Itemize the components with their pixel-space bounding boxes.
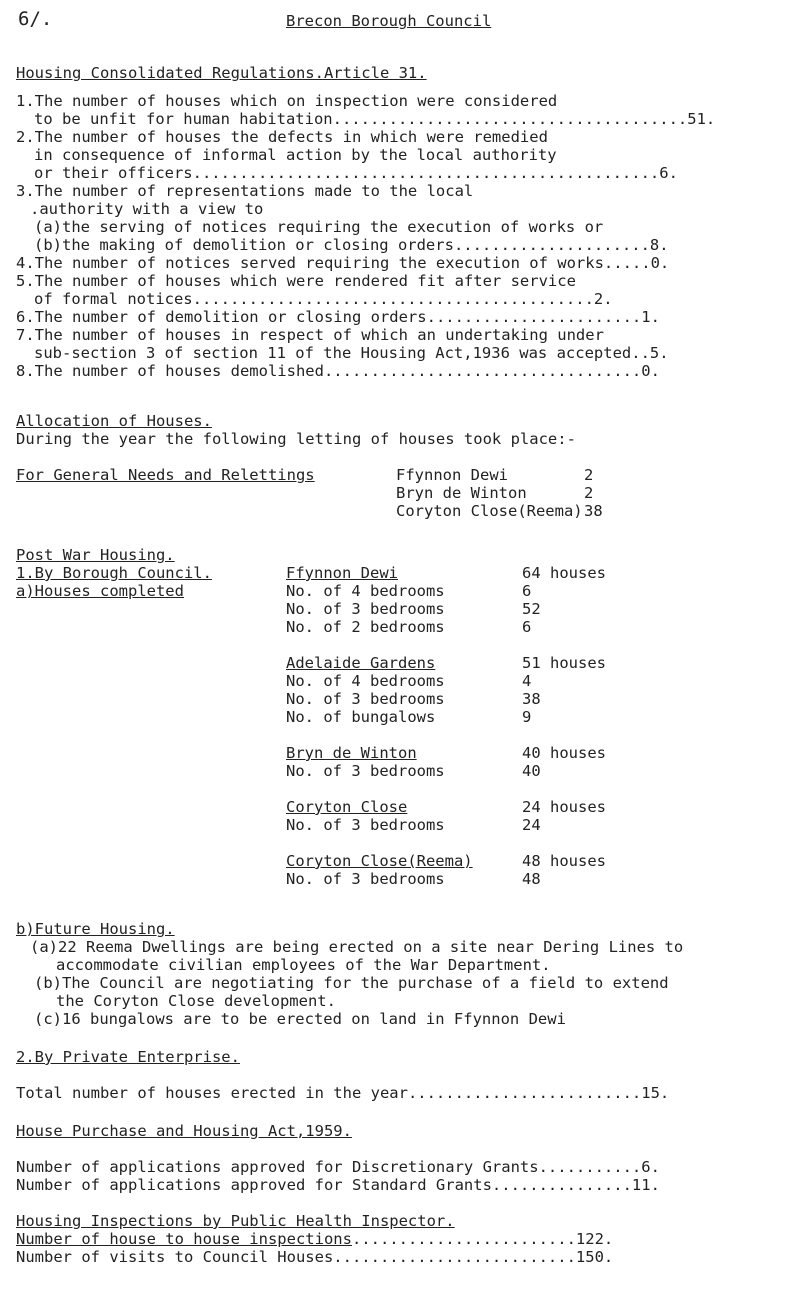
inspections-title: Housing Inspections by Public Health Inspector.	[16, 1212, 455, 1230]
item-3-value: 8.	[649, 236, 669, 254]
estate-row-label: No. of 4 bedrooms	[286, 672, 445, 690]
letting-count-1: 2	[584, 466, 594, 484]
inspections-row-house-to-house: Number of house to house inspections........................122.	[16, 1230, 614, 1248]
letting-place-2: Bryn de Winton	[396, 484, 527, 502]
purchase-row-standard: Number of applications approved for Standard Grants...............11.	[16, 1176, 660, 1194]
estate-row-label: No. of 3 bedrooms	[286, 816, 445, 834]
private-total: Total number of houses erected in the year.........................15.	[16, 1084, 670, 1102]
item-7-text: 7.The number of houses in respect of which an undertaking under	[16, 326, 604, 344]
letting-place-3: Coryton Close(Reema)	[396, 502, 583, 520]
future-housing-title: b)Future Housing.	[16, 920, 175, 938]
inspections-value: 150.	[575, 1248, 614, 1266]
estate-total-adelaide-gardens: 51 houses	[522, 654, 606, 672]
council-title: Brecon Borough Council	[286, 12, 492, 30]
item-2-text: 2.The number of houses the defects in which were remedied	[16, 128, 548, 146]
item-4-value: 0.	[650, 254, 670, 272]
future-line-b: (b)The Council are negotiating for the purchase of a field to extend	[34, 974, 669, 992]
letting-count-3: 38	[584, 502, 603, 520]
estate-name-coryton-close: Coryton Close	[286, 798, 408, 816]
item-4-text: 4.The number of notices served requiring the execution of works.....0.	[16, 254, 670, 272]
estate-row-label: No. of 3 bedrooms	[286, 762, 445, 780]
estate-row-value: 6	[522, 582, 532, 600]
item-6-value: 1.	[641, 308, 660, 326]
item-7-value: 5.	[649, 344, 669, 362]
item-8-value: 0.	[641, 362, 660, 380]
estate-total-ffynnon-dewi: 64 houses	[522, 564, 606, 582]
item-1-text: 1.The number of houses which on inspection were considered	[16, 92, 558, 110]
letting-place-1: Ffynnon Dewi	[396, 466, 508, 484]
estate-total-bryn-de-winton: 40 houses	[522, 744, 606, 762]
estate-name-adelaide-gardens: Adelaide Gardens	[286, 654, 436, 672]
item-1-value: 51.	[687, 110, 716, 128]
estate-row-value: 40	[522, 762, 541, 780]
estate-row-value: 48	[522, 870, 541, 888]
estate-name-bryn-de-winton: Bryn de Winton	[286, 744, 417, 762]
post-war-sub2: a)Houses completed	[16, 582, 184, 600]
item-1-cont: to be unfit for human habitation......................................51.	[34, 110, 716, 128]
purchase-row-discretionary: Number of applications approved for Discretionary Grants...........6.	[16, 1158, 660, 1176]
item-7-cont: sub-section 3 of section 11 of the Housing Act,1936 was accepted..5.	[34, 344, 669, 362]
letting-count-2: 2	[584, 484, 594, 502]
purchase-value: 6.	[641, 1158, 660, 1176]
item-2-cont: in consequence of informal action by the local authority	[34, 146, 557, 164]
inspections-value: 122.	[575, 1230, 614, 1248]
allocation-subtitle: During the year the following letting of houses took place:-	[16, 430, 576, 448]
allocation-title: Allocation of Houses.	[16, 412, 212, 430]
estate-row-value: 4	[522, 672, 532, 690]
item-2-value: 6.	[659, 164, 678, 182]
item-5-text: 5.The number of houses which were rendered fit after service	[16, 272, 576, 290]
item-5-value: 2.	[593, 290, 613, 308]
item-2-cont2: or their officers..................................................6.	[34, 164, 678, 182]
estate-total-coryton-close: 24 houses	[522, 798, 606, 816]
private-enterprise-title: 2.By Private Enterprise.	[16, 1048, 240, 1066]
future-line-a: (a)22 Reema Dwellings are being erected on a site near Dering Lines to	[30, 938, 684, 956]
estate-row-label: No. of 2 bedrooms	[286, 618, 445, 636]
item-3-cont3: (b)the making of demolition or closing orders.....................8.	[34, 236, 669, 254]
post-war-title: Post War Housing.	[16, 546, 175, 564]
purchase-value: 11.	[631, 1176, 660, 1194]
estate-row-label: No. of bungalows	[286, 708, 436, 726]
estate-row-value: 6	[522, 618, 532, 636]
estate-row-value: 38	[522, 690, 541, 708]
estate-row-value: 24	[522, 816, 541, 834]
estate-row-value: 9	[522, 708, 532, 726]
estate-row-label: No. of 3 bedrooms	[286, 600, 445, 618]
private-total-value: 15.	[641, 1084, 670, 1102]
future-line-a-cont: accommodate civilian employees of the War Department.	[56, 956, 551, 974]
post-war-sub1: 1.By Borough Council.	[16, 564, 212, 582]
future-line-b-cont: the Coryton Close development.	[56, 992, 336, 1010]
item-3-cont: .authority with a view to	[30, 200, 264, 218]
item-5-cont: of formal notices...........................................2.	[34, 290, 613, 308]
estate-total-coryton-close-reema: 48 houses	[522, 852, 606, 870]
estate-name-coryton-close-reema: Coryton Close(Reema)	[286, 852, 473, 870]
estate-row-label: No. of 3 bedrooms	[286, 870, 445, 888]
estate-row-label: No. of 3 bedrooms	[286, 690, 445, 708]
item-8-text: 8.The number of houses demolished..................................0.	[16, 362, 660, 380]
house-purchase-title: House Purchase and Housing Act,1959.	[16, 1122, 352, 1140]
general-needs-label: For General Needs and Relettings	[16, 466, 315, 484]
item-3-text: 3.The number of representations made to the local	[16, 182, 474, 200]
estate-row-label: No. of 4 bedrooms	[286, 582, 445, 600]
inspections-row-council-visits: Number of visits to Council Houses..........................150.	[16, 1248, 614, 1266]
section-title-consolidated-regulations: Housing Consolidated Regulations.Article 31.	[16, 64, 427, 82]
estate-name-ffynnon-dewi: Ffynnon Dewi	[286, 564, 398, 582]
item-3-cont2: (a)the serving of notices requiring the execution of works or	[34, 218, 604, 236]
estate-row-value: 52	[522, 600, 541, 618]
page-number: 6/.	[18, 8, 53, 30]
future-line-c: (c)16 bungalows are to be erected on land in Ffynnon Dewi	[34, 1010, 566, 1028]
item-6-text: 6.The number of demolition or closing orders.......................1.	[16, 308, 660, 326]
